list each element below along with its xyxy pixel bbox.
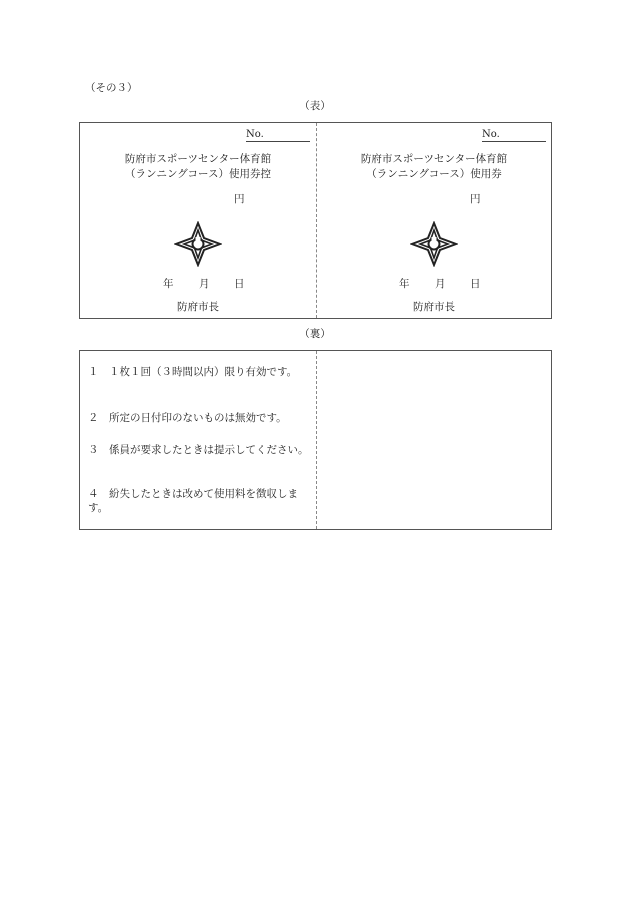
- serial-number-field: No.: [246, 129, 310, 142]
- date-month-label: 月: [199, 278, 210, 290]
- hofu-city-emblem-icon: [410, 221, 458, 267]
- date-day-label: 日: [234, 278, 245, 290]
- price-yen-label: 円: [470, 193, 481, 205]
- issuer-label: 防府市長: [413, 301, 455, 313]
- date-year-label: 年: [399, 278, 410, 290]
- ticket-main: [316, 123, 552, 318]
- rule-item: １ １枚１回（３時間以内）限り有効です。: [88, 366, 298, 378]
- rule-item: ３ 係員が要求したときは提示してください。: [88, 444, 309, 456]
- ticket-title-line1: 防府市スポーツセンター体育館: [360, 153, 508, 165]
- hofu-city-emblem-icon: [174, 221, 222, 267]
- front-side-label: （表）: [299, 100, 331, 112]
- stub-title-line1: 防府市スポーツセンター体育館: [124, 153, 272, 165]
- stub-title-line2: （ランニングコース）使用券控: [124, 168, 272, 180]
- issuer-label: 防府市長: [177, 301, 219, 313]
- section-number: （その３）: [85, 82, 138, 94]
- ticket-title-line2: （ランニングコース）使用券: [366, 168, 502, 180]
- serial-number-field: No.: [482, 129, 546, 142]
- ticket-back: [79, 350, 552, 530]
- rule-item: ２ 所定の日付印のないものは無効です。: [88, 412, 287, 424]
- date-day-label: 日: [470, 278, 481, 290]
- ticket-stub: [80, 123, 316, 318]
- rule-item: ４ 紛失したときは改めて使用料を徴収します。: [88, 488, 298, 514]
- price-yen-label: 円: [234, 193, 245, 205]
- terms-panel: [80, 351, 316, 529]
- date-year-label: 年: [163, 278, 174, 290]
- ticket-front: [79, 122, 552, 319]
- back-side-label: （裏）: [299, 328, 331, 340]
- date-month-label: 月: [435, 278, 446, 290]
- blank-panel: [316, 351, 552, 529]
